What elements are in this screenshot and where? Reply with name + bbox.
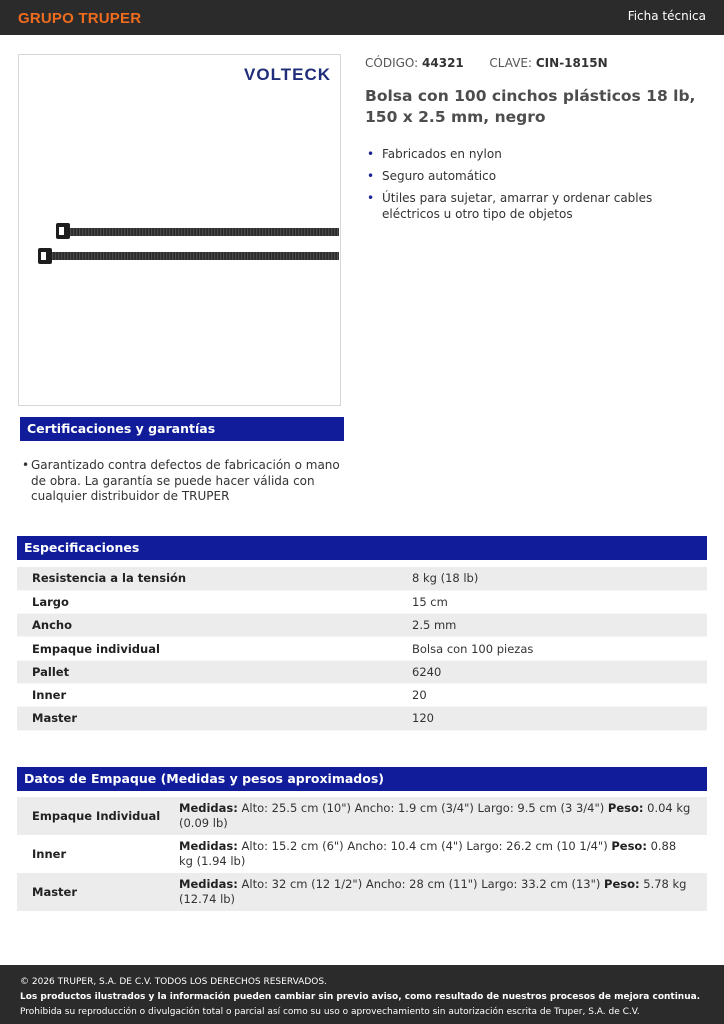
package-weight: 0.04 kg (0.09 lb) [179, 801, 691, 830]
spec-value: 8 kg (18 lb) [397, 567, 707, 590]
feature-item: • Útiles para sujetar, amarrar y ordenar cables eléctricos u otro tipo de objetos [367, 190, 712, 222]
spec-label: Master [17, 707, 397, 730]
packaging-table [17, 797, 707, 911]
specifications-table [17, 567, 707, 731]
spec-value: 20 [397, 683, 707, 706]
package-label: Empaque Individual [32, 809, 161, 823]
table-row [17, 567, 707, 590]
package-label: Master [32, 885, 78, 899]
packaging-heading: Datos de Empaque (Medidas y pesos aproximados) [17, 767, 707, 791]
package-weight: 0.88 kg (1.94 lb) [179, 839, 677, 868]
table-row [17, 683, 707, 706]
cable-tie-lower [38, 248, 339, 264]
brand-logo: GRUPO TRUPER [18, 10, 142, 27]
table-row [17, 614, 707, 637]
spec-label: Inner [17, 683, 397, 706]
package-measures: Alto: 32 cm (12 1/2") Ancho: 28 cm (11") Largo: 33.2 cm (13") [241, 877, 601, 891]
table-row [17, 637, 707, 660]
footer [0, 965, 724, 1024]
product-codes [365, 56, 608, 70]
spec-label: Ancho [17, 614, 397, 637]
weight-label: Peso: [611, 839, 647, 853]
measures-label: Medidas: [179, 801, 238, 815]
key-label: CLAVE: [489, 56, 533, 70]
product-image [18, 54, 341, 406]
product-code: 44321 [422, 56, 464, 70]
cable-ties-illustration [19, 55, 340, 405]
cable-tie-upper [56, 223, 339, 239]
prohibition-text: Prohibida su reproducción o divulgación total o parcial así como su uso o aprovechamiento sin autorización escrita de Truper, S.A. de C.V. [20, 1007, 640, 1017]
spec-value: 120 [397, 707, 707, 730]
measures-label: Medidas: [179, 877, 238, 891]
table-row [17, 590, 707, 613]
weight-label: Peso: [604, 877, 640, 891]
document-type-label: Ficha técnica [627, 9, 706, 23]
spec-label: Empaque individual [17, 637, 397, 660]
spec-value: Bolsa con 100 piezas [397, 637, 707, 660]
spec-value: 6240 [397, 660, 707, 683]
code-label: CÓDIGO: [365, 56, 419, 70]
feature-list [367, 146, 712, 228]
weight-label: Peso: [607, 801, 644, 815]
product-key: CIN-1815N [535, 56, 608, 70]
spec-value: 15 cm [397, 590, 707, 613]
top-bar [0, 0, 724, 35]
table-row [17, 873, 707, 911]
table-row [17, 707, 707, 730]
package-weight: 5.78 kg (12.74 lb) [179, 877, 687, 906]
volteck-logo: VOLTECK [244, 65, 331, 84]
table-row [17, 797, 707, 835]
spec-label: Largo [17, 590, 397, 613]
copyright-text: © 2026 TRUPER, S.A. DE C.V. TODOS LOS DERECHOS RESERVADOS. [20, 977, 327, 987]
package-details [179, 835, 707, 873]
change-notice-text: Los productos ilustrados y la información pueden cambiar sin previo aviso, como resultado de nuestros procesos de mejora continua. [20, 992, 701, 1002]
measures-label: Medidas: [179, 839, 238, 853]
product-title: Bolsa con 100 cinchos plásticos 18 lb, 150 x 2.5 mm, negro [365, 87, 696, 126]
package-label: Inner [32, 847, 67, 861]
package-measures: Alto: 25.5 cm (10") Ancho: 1.9 cm (3/4") Largo: 9.5 cm (3 3/4") [241, 801, 605, 815]
package-measures: Alto: 15.2 cm (6") Ancho: 10.4 cm (4") Largo: 26.2 cm (10 1/4") [241, 839, 608, 853]
feature-item: • Fabricados en nylon [367, 146, 712, 162]
warranty-text: • Garantizado contra defectos de fabricación o mano de obra. La garantía se puede hacer válida con cualquier distribuidor de TRUPER [22, 458, 344, 505]
spec-value: 2.5 mm [397, 614, 707, 637]
certifications-heading: Certificaciones y garantías [20, 417, 344, 441]
package-details [179, 873, 707, 911]
feature-item: • Seguro automático [367, 168, 712, 184]
specifications-heading: Especificaciones [17, 536, 707, 560]
table-row [17, 835, 707, 873]
spec-label: Resistencia a la tensión [17, 567, 397, 590]
spec-label: Pallet [17, 660, 397, 683]
package-details [179, 797, 707, 835]
table-row [17, 660, 707, 683]
